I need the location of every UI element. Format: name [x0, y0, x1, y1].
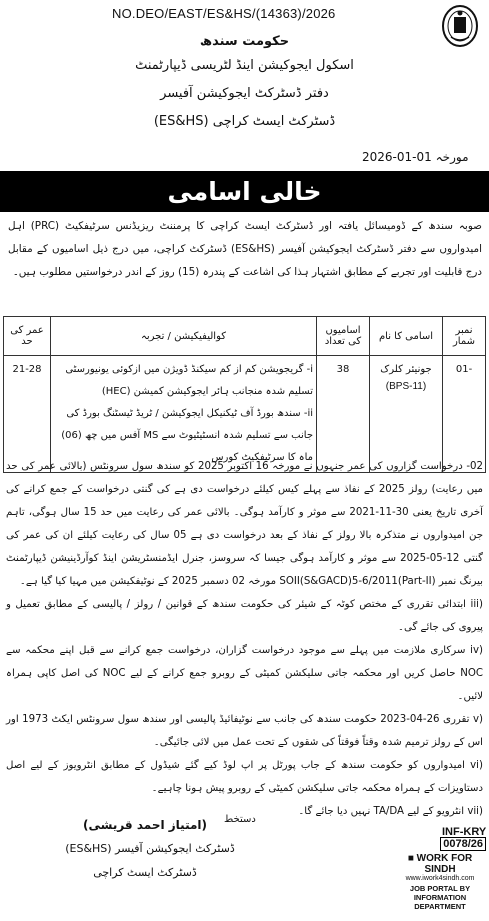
cell-age: 21-28	[4, 356, 51, 473]
terms-body	[6, 455, 483, 823]
paragraph-vii: (vii انٹرویو کے لیے TA/DA نہیں دیا جائے گا۔	[298, 806, 483, 817]
reference-number: NO.DEO/EAST/ES&HS/(14363)/2026	[112, 6, 336, 21]
intro-paragraph: صوبہ سندھ کے ڈومیسائل یافتہ اور ڈسٹرکٹ ایسٹ کراچی کا پرمننٹ ریزیڈنس سرٹیفکیٹ (PRC) اہل امیدواروں سے دفتر ڈسٹرکٹ ایجوکیشن آفیسر (ES&HS) ڈسٹرکٹ کراچی، میں درج ذیل اسامیوں کے مقابل درج قابلیت اور تجربے کے مطابق اشتہار ہذا کی اشاعت کے پندرہ (15) روز کے اندر درخواستیں مطلوب ہیں۔	[8, 220, 483, 278]
date-value: 01-01-2026	[362, 150, 432, 164]
qualification-1: i- گریجویشن کم از کم سیکنڈ ڈویژن میں ازکوئی یونیورسٹی تسلیم شدہ منجانب ہائر ایجوکیشن کمیشن (HEC)	[65, 364, 313, 397]
header-district: (ES&HS) ڈسٹرکٹ ایسٹ کراچی	[153, 114, 336, 129]
ad-code-number: 0078/26	[440, 837, 486, 851]
paragraph-iii: (iii ابتدائی تقرری کے مختص کوٹہ کے شیئر کی حکومت سندھ کے قوانین / رولز / پالیسی کے مطابق تعمیل و پیروی کی جائے گی۔	[6, 599, 483, 633]
ad-code-prefix: INF-KRY	[442, 826, 486, 838]
qualification-2: ii- سندھ بورڈ آف ٹیکنیکل ایجوکیشن / ٹریڈ ٹیسٹنگ بورڈ کی جانب سے تسلیم شدہ انسٹیٹیوٹ سے MS آفس میں چھ (06) ماہ کا سرٹیفکیٹ کورس	[61, 408, 313, 463]
paragraph-vi: (vi امیدواروں کو حکومت سندھ کے جاب پورٹل پر اپ لوڈ کیے گئے شیڈول کے مطابق انٹرویوز کے لیے اصل دستاویزات کے ہمراہ محکمہ جاتی سلیکشن کمیٹی کے روبرو پیش ہونا چاہیے۔	[6, 760, 483, 794]
header-department: اسکول ایجوکیشن اینڈ لٹریسی ڈیپارٹمنٹ	[135, 58, 354, 73]
vacancy-title: خالی اسامی	[167, 177, 322, 206]
header-government: حکومت سندھ	[199, 34, 290, 49]
work-for-sindh-logo	[394, 853, 486, 875]
vacancy-banner	[0, 171, 489, 212]
vacancy-table	[3, 316, 486, 473]
post-scale: (BPS-11)	[385, 381, 427, 392]
cell-serial: -01	[443, 356, 486, 473]
date-label: مورخہ	[435, 150, 469, 164]
brand-icon: ■	[407, 853, 414, 864]
header-count: اسامیوں کی تعداد	[317, 317, 370, 356]
ad-portal: JOB PORTAL BY	[409, 884, 471, 893]
signatory-title: ڈسٹرکٹ ایجوکیشن آفیسر (ES&HS)	[65, 842, 235, 855]
header-age: عمر کی حد	[4, 317, 51, 356]
signature-label: دستخط	[224, 814, 256, 825]
paragraph-02: 02- درخواست گزاروں کی عمر جنہوں نے مورخہ 16 اکتوبر 2025 کو سندھ سول سرونٹس (بالائی عمر کی حد میں رعایت) رولز 2025 کے نفاذ سے پہلے کیس کیلئے درخواست دی ہے کی گنتی درخواست کے جمع کرانے کی آخری تاریخ یعنی 30-11-2021 سے موثر و کارآمد ہوگی۔ بالائی عمر کی رعایت میں حد 15 سال ہوگی، تاہم جن امیدواروں نے متذکرہ بالا رولز کے نفاذ کے بعد درخواست دی ہے 05 سال کی رعایت کیلئے ان کی عمر کی گنتی 12-05-2025 سے موثر و کارآمد ہوگی جیسا کہ سروسز، جنرل ایڈمنسٹریشن اینڈ کوآرڈینیشن ڈیپارٹمنٹ بیرنگ نمبر SOII(S&GACD)5-6/2011(Part-II) مورخہ 02 دسمبر 2025 کے نوٹیفکیشن میں مہیا کیا گیا ہے۔	[6, 461, 483, 587]
header-office: دفتر ڈسٹرکٹ ایجوکیشن آفیسر	[160, 86, 329, 101]
ad-website: www.iwork4sindh.com	[405, 875, 475, 882]
signatory-office: ڈسٹرکٹ ایسٹ کراچی	[93, 866, 197, 879]
cell-count: 38	[317, 356, 370, 473]
ad-department: INFORMATION DEPARTMENT	[413, 893, 467, 911]
header-post: اسامی کا نام	[370, 317, 443, 356]
header-serial: نمبر شمار	[443, 317, 486, 356]
brand-text: WORK FOR SINDH	[416, 853, 473, 875]
header-qualification: کوالیفیکیشن / تجربہ	[51, 317, 317, 356]
date-row	[362, 150, 469, 164]
signatory-name: (امتیاز احمد قریشی)	[83, 818, 207, 832]
ad-code	[394, 826, 486, 850]
post-name: جونیئر کلرک	[380, 364, 432, 375]
table-header-row	[4, 317, 486, 356]
paragraph-v: (v تقرری 26-04-2023 حکومت سندھ کی جانب سے نوٹیفائیڈ پالیسی اور سندھ سول سرونٹس ایکٹ 1973 اور اس کے رولز ترمیم شدہ وقتاً فوقتاً کی شقوں کے تحت عمل میں لائی جائیگی۔	[6, 714, 483, 748]
paragraph-iv: (iv سرکاری ملازمت میں پہلے سے موجود درخواست گزاران، درخواست جمع کرانے سے قبل اپنے محکمہ سے NOC حاصل کریں اور محکمہ جاتی سلیکشن کمیٹی کے روبرو جمع کرانے کے لیے NOC کی اصل کاپی ہمراہ لائیں۔	[6, 645, 483, 702]
ad-stamp	[394, 826, 486, 911]
